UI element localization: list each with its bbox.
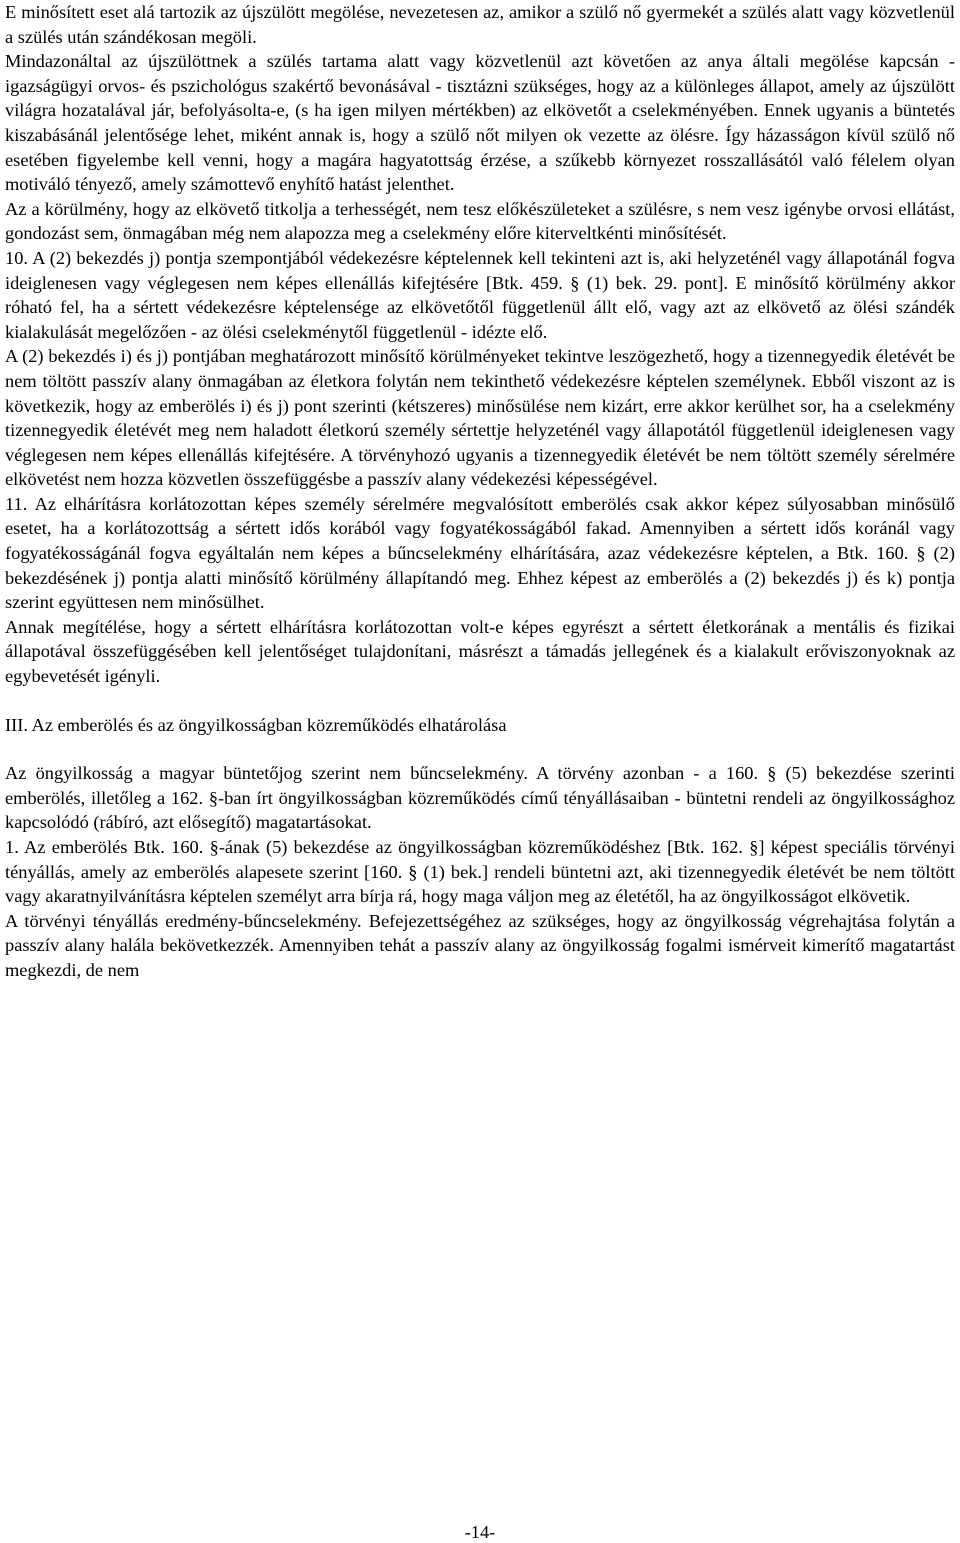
document-page: [5, 0, 955, 983]
section-heading: III. Az emberölés és az öngyilkosságban közreműködés elhatárolása: [5, 714, 507, 735]
section-paragraph-3: A törvényi tényállás eredmény-bűncselekmény. Befejezettségéhez az szükséges, hogy az öngyilkosság végrehajtása folytán a passzív alany halála bekövetkezzék. Amennyiben tehát a passzív alany az öngyilkosság fogalmi ismérveit kimerítő magatartást megkezdi, de nem: [5, 910, 955, 980]
section-paragraph-2: 1. Az emberölés Btk. 160. §-ának (5) bekezdése az öngyilkosságban közreműködéshez [Btk. 162. §] képest speciális törvényi tényállás, amely az emberölés alapesete szerint [160. § (1) bek.] rendeli büntetni azt, aki tizennegyedik életévét be nem töltött vagy akaratnyilvánításra képtelen személyt arra bírja rá, hogy maga váljon meg az életétől, ha az öngyilkosságot elkövetik.: [5, 837, 955, 907]
paragraph-6: 11. Az elhárításra korlátozottan képes személy sérelmére megvalósított emberölés csak akkor képez súlyosabban minősülő esetet, ha a korlátozottság a sértett idős korából vagy fogyatékosságából fakad. Amennyiben a sértett idős koránál vagy fogyatékosságánál fogva egyáltalán nem képes a bűncselekmény elhárítására, azaz védekezésre képtelen, a Btk. 160. § (2) bekezdésének j) pontja alatti minősítő körülmény állapítandó meg. Ehhez képest az emberölés a (2) bekezdés j) és k) pontja szerint együttesen nem minősülhet.: [5, 493, 955, 613]
page-number: -14-: [464, 1522, 496, 1542]
spacer: [5, 737, 955, 761]
paragraph-4: 10. A (2) bekezdés j) pontja szempontjából védekezésre képtelennek kell tekinteni azt is, aki helyzeténél vagy állapotánál fogva ideiglenesen vagy véglegesen nem képes ellenállás kifejtésére [Btk. 459. § (1) bek. 29. pont]. E minősítő körülmény akkor róható fel, ha a sértett védekezésre képtelensége az elkövetőtől függetlenül állt elő, vagy azt az elkövető az ölési szándék kialakulását megelőzően - az ölési cselekménytől függetlenül - idézte elő.: [5, 247, 955, 342]
paragraph-1: E minősített eset alá tartozik az újszülött megölése, nevezetesen az, amikor a szülő nő gyermekét a szülés alatt vagy közvetlenül a szülés után szándékosan megöli.: [5, 2, 955, 47]
section-paragraph-1: Az öngyilkosság a magyar büntetőjog szerint nem bűncselekmény. A törvény azonban - a 160. § (5) bekezdése szerinti emberölés, illetőleg a 162. §-ban írt öngyilkosságban közreműködés című tényállásaiban - büntetni rendeli az öngyilkossághoz kapcsolódó (rábíró, azt elősegítő) magatartásokat.: [5, 763, 955, 833]
paragraph-3: Az a körülmény, hogy az elkövető titkolja a terhességét, nem tesz előkészületeket a szülésre, s nem vesz igénybe orvosi ellátást, gondozást sem, önmagában még nem alapozza meg a cselekmény előre kiterveltkénti minősítését.: [5, 198, 955, 244]
paragraph-2: Mindazonáltal az újszülöttnek a szülés tartama alatt vagy közvetlenül azt követően az anya általi megölése kapcsán - igazságügyi orvos- és pszichológus szakértő bevonásával - tisztázni szükséges, hogy az a különleges állapot, amely az újszülött világra hozatalával jár, befolyásolta-e, (s ha igen milyen mértékben) az elkövetőt a cselekményében. Ennek ugyanis a büntetés kiszabásánál jelentősége lehet, miként annak is, hogy a szülő nőt milyen ok vezette az ölésre. Így házasságon kívül szülő nő esetében figyelembe kell venni, hogy a magára hagyatottság érzése, a szűkebb környezet rosszallásától való félelem olyan motiváló tényező, amely számottevő enyhítő hatást jelenthet.: [5, 51, 955, 195]
paragraph-5: A (2) bekezdés i) és j) pontjában meghatározott minősítő körülményeket tekintve leszögezhető, hogy a tizennegyedik életévét be nem töltött passzív alany önmagában az életkora folytán nem tekinthető védekezésre képtelen személynek. Ebből viszont az is következik, hogy az emberölés i) és j) pont szerinti (kétszeres) minősülése nem kizárt, erre akkor kerülhet sor, ha a cselekmény tizennegyedik életévét meg nem haladott életkorú személy sértettje helyzeténél vagy állapotától függetlenül ideiglenesen vagy véglegesen nem képes ellenállás kifejtésére. A törvényhozó ugyanis a tizennegyedik életévét be nem töltött személy sérelmére elkövetést nem hozza közvetlen összefüggésbe a passzív alany védekezési képességével.: [5, 346, 955, 490]
paragraph-7: Annak megítélése, hogy a sértett elhárításra korlátozottan volt-e képes egyrészt a sértett életkorának a mentális és fizikai állapotával összefüggésében kell jelentőséget tulajdonítani, másrészt a támadás jellegének és a kialakult erőviszonyoknak az egybevetését igényli.: [5, 616, 955, 687]
spacer: [5, 689, 955, 713]
